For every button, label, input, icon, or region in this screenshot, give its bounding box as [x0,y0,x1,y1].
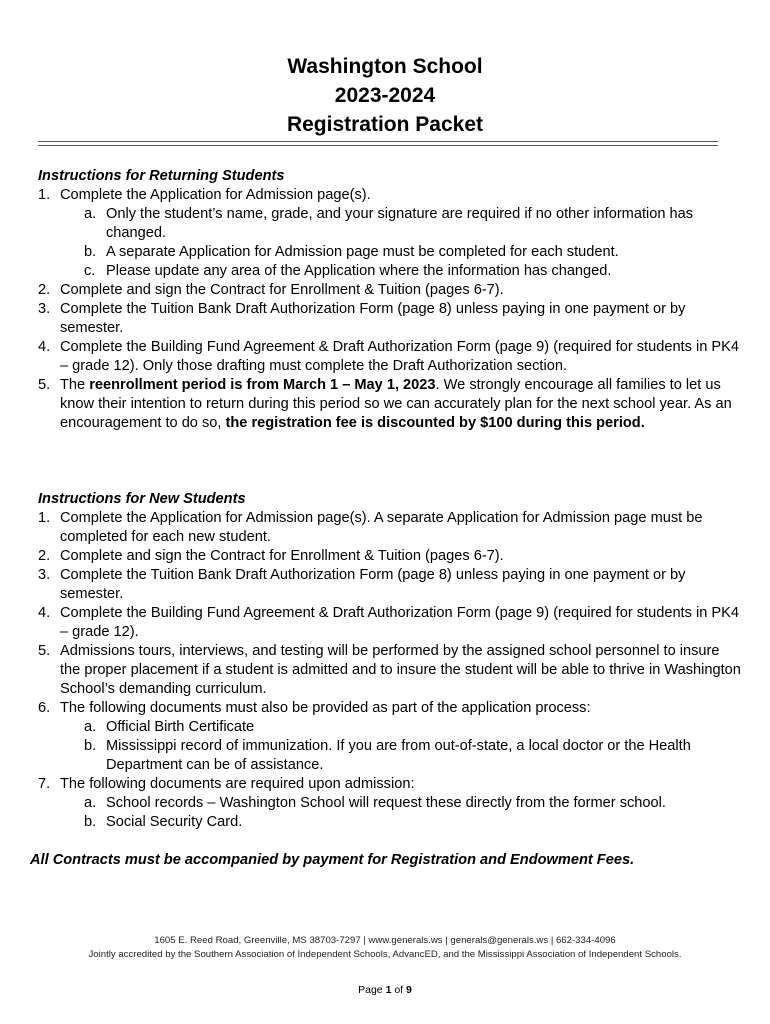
returning-students-section [38,167,742,433]
list-subitem: c. Please update any area of the Application where the information has changed. [84,263,612,279]
list-item: 4. Complete the Building Fund Agreement & Draft Authorization Form (page 9) (required for students in PK4 – grade 12). Only those drafting must complete the Draft Authorization section. [38,339,739,374]
packet-title: Registration Packet [286,113,484,136]
list-item: 1. Complete the Application for Admission page(s). A separate Application for Admission page must be completed for each new student. [38,510,703,545]
list-subitem: b. A separate Application for Admission page must be completed for each student. [84,244,619,260]
list-item: 2. Complete and sign the Contract for Enrollment & Tuition (pages 6-7). [38,548,504,564]
list-item: 7. The following documents are required upon admission: [38,776,415,792]
school-name: Washington School [287,55,483,78]
list-item: 4. Complete the Building Fund Agreement & Draft Authorization Form (page 9) (required for students in PK4 – grade 12). [38,605,739,640]
new-students-heading: Instructions for New Students [38,491,246,507]
page-title [0,52,770,139]
divider-rule-bottom [38,145,718,146]
returning-heading: Instructions for Returning Students [38,168,285,184]
new-students-section [38,490,742,832]
list-subitem: a. Official Birth Certificate [84,719,255,735]
page-number: Page 1 of 9 [358,984,412,996]
list-item: 6. The following documents must also be provided as part of the application process: [38,700,591,716]
list-item-reenrollment: 5. The reenrollment period is from March 1 – May 1, 2023. We strongly encourage all families to let us know their intention to return during this period so we can accurately plan for the next school year. As an encouragement to do so, the registration fee is discounted by $100 during this period. [38,377,732,431]
list-subitem: b. Social Security Card. [84,814,243,830]
list-item: 3. Complete the Tuition Bank Draft Authorization Form (page 8) unless paying in one payment or by semester. [38,301,686,336]
school-year: 2023-2024 [334,84,436,107]
contracts-notice: All Contracts must be accompanied by payment for Registration and Endowment Fees. [30,852,635,868]
footer [60,934,710,962]
list-item: 1. Complete the Application for Admission page(s). [38,187,371,203]
footer-accreditation: Jointly accredited by the Southern Association of Independent Schools, AdvancED, and the Mississippi Association of Independent Schools. [88,949,682,960]
list-subitem: b. Mississippi record of immunization. If you are from out-of-state, a local doctor or the Health Department can be of assistance. [84,738,691,773]
list-subitem: a. School records – Washington School will request these directly from the former school. [84,795,666,811]
divider-rule-top [38,141,718,142]
list-item: 3. Complete the Tuition Bank Draft Authorization Form (page 8) unless paying in one payment or by semester. [38,567,686,602]
list-item: 5. Admissions tours, interviews, and testing will be performed by the assigned school personnel to insure the proper placement if a student is admitted and to insure the student will be able to thrive in Washington School’s demanding curriculum. [38,643,741,697]
list-item: 2. Complete and sign the Contract for Enrollment & Tuition (pages 6-7). [38,282,504,298]
footer-contact: 1605 E. Reed Road, Greenville, MS 38703-7297 | www.generals.ws | generals@generals.ws | 662-334-4096 [154,935,616,946]
list-subitem: a. Only the student’s name, grade, and your signature are required if no other information has changed. [84,206,694,241]
